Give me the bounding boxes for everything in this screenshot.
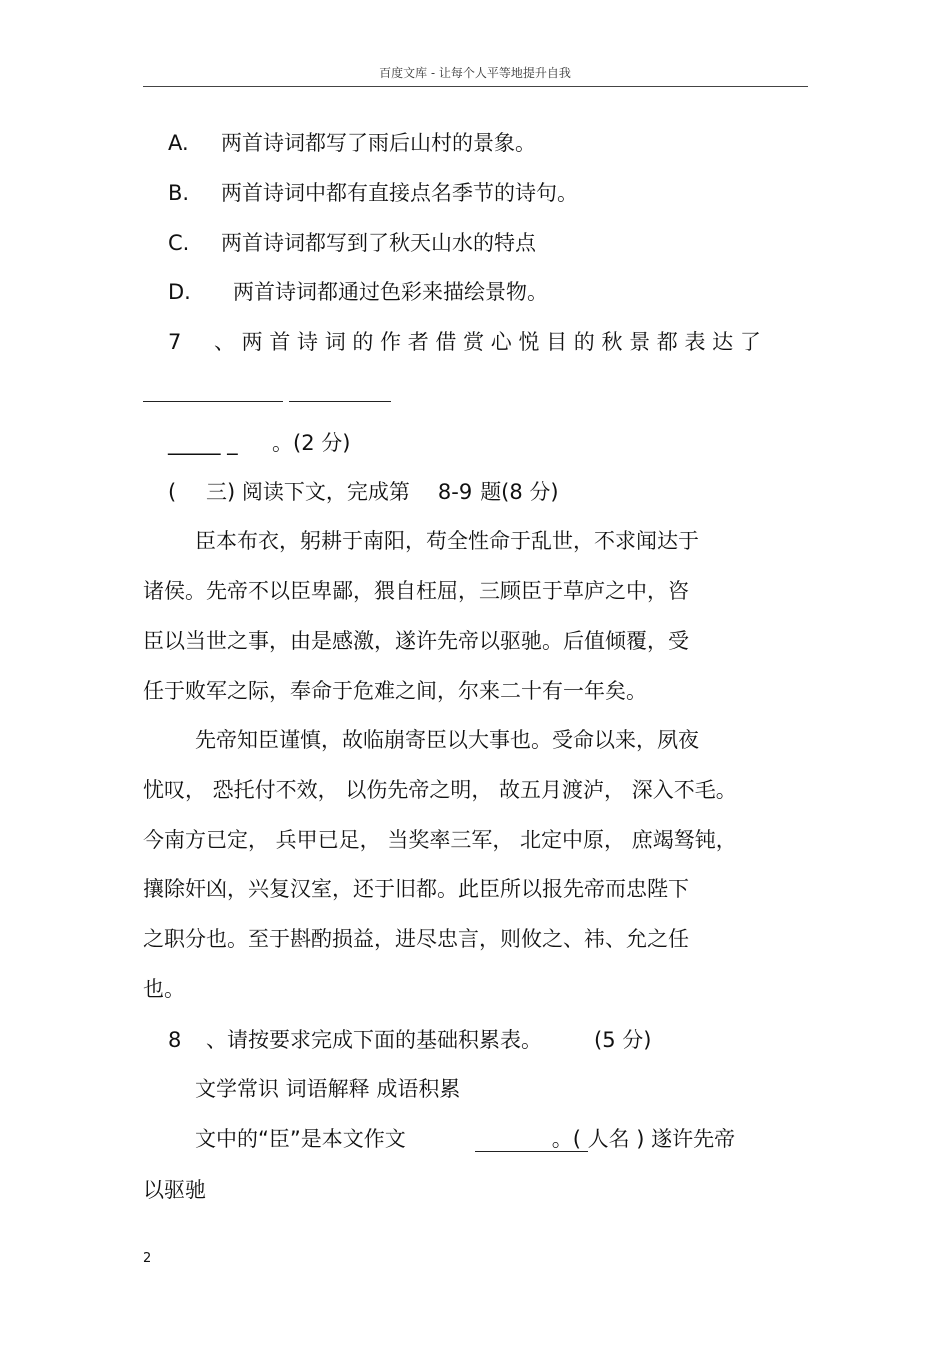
option-a-text: 两首诗词都写了雨后山村的景象。 <box>221 131 536 155</box>
passage-line: 也。 <box>143 977 185 1001</box>
section-3-score: 题(8 分) <box>480 480 559 504</box>
passage-line: 臣本布衣，躬耕于南阳，苟全性命于乱世，不求闻达于 <box>195 529 699 553</box>
answer-blank-line <box>475 1151 588 1152</box>
option-a-letter: A. <box>168 131 189 155</box>
passage-line: 诸侯。先帝不以臣卑鄙，猥自枉屈，三顾臣于草庐之中，咨 <box>143 579 689 603</box>
section-3-heading <box>168 477 559 507</box>
option-b <box>168 178 578 208</box>
question-7-score: 。(2 分) <box>272 431 351 455</box>
page-header: 百度文库 - 让每个人平等地提升自我 <box>379 66 571 80</box>
answer-blank-line <box>143 401 283 402</box>
question-7 <box>168 327 761 357</box>
question-8-number: 8 <box>168 1028 182 1052</box>
passage-line: 臣以当世之事，由是感激，遂许先帝以驱驰。后值倾覆，受 <box>143 629 689 653</box>
passage-line: 今南方已定， 兵甲已足， 当奖率三军， 北定中原， 庶竭驽钝， <box>143 828 737 852</box>
option-c-text: 两首诗词都写到了秋天山水的特点 <box>221 231 536 255</box>
question-7-number: 7 <box>168 330 182 354</box>
option-c <box>168 228 536 258</box>
answer-blank-line <box>289 401 391 402</box>
table-row-1-suffix: 。( 人名 ) 遂许先帝 <box>551 1127 736 1151</box>
section-3-range: 8-9 <box>437 480 473 504</box>
question-8-score: (5 分) <box>594 1028 652 1052</box>
option-b-text: 两首诗词中都有直接点名季节的诗句。 <box>221 181 578 205</box>
question-8 <box>168 1025 651 1055</box>
question-7-tail <box>168 428 350 458</box>
table-row-1-prompt: 文中的“臣”是本文作文 <box>195 1127 406 1151</box>
option-d-text: 两首诗词都通过色彩来描绘景物。 <box>233 280 548 304</box>
passage-line: 先帝知臣谨慎，故临崩寄臣以大事也。受命以来，夙夜 <box>195 728 699 752</box>
option-c-letter: C. <box>168 231 190 255</box>
table-row-1 <box>195 1124 735 1154</box>
section-3-paren: ( <box>168 480 177 504</box>
page-number: 2 <box>143 1251 152 1266</box>
answer-blank: _____ _ <box>168 431 238 455</box>
passage-line: 忧叹， 恐托付不效， 以伤先帝之明， 故五月渡泸， 深入不毛。 <box>143 778 737 802</box>
passage-line: 攘除奸凶，兴复汉室，还于旧都。此臣所以报先帝而忠陛下 <box>143 877 689 901</box>
option-d-letter: D. <box>168 280 191 304</box>
option-a <box>168 128 536 158</box>
option-d <box>168 277 548 307</box>
option-b-letter: B. <box>168 181 190 205</box>
question-8-text: 、请按要求完成下面的基础积累表。 <box>206 1028 542 1052</box>
passage-line: 之职分也。至于斟酌损益，进尽忠言，则攸之、祎、允之任 <box>143 927 689 951</box>
passage-line: 任于败军之际，奉命于危难之间，尔来二十有一年矣。 <box>143 679 647 703</box>
table-header-row: 文学常识 词语解释 成语积累 <box>195 1077 461 1101</box>
section-3-text: 三) 阅读下文，完成第 <box>206 480 410 504</box>
header-divider <box>143 86 808 87</box>
table-row-1-continued: 以驱驰 <box>143 1178 206 1202</box>
question-7-text: 、 两 首 诗 词 的 作 者 借 赏 心 悦 目 的 秋 景 都 表 达 了 <box>214 330 761 354</box>
